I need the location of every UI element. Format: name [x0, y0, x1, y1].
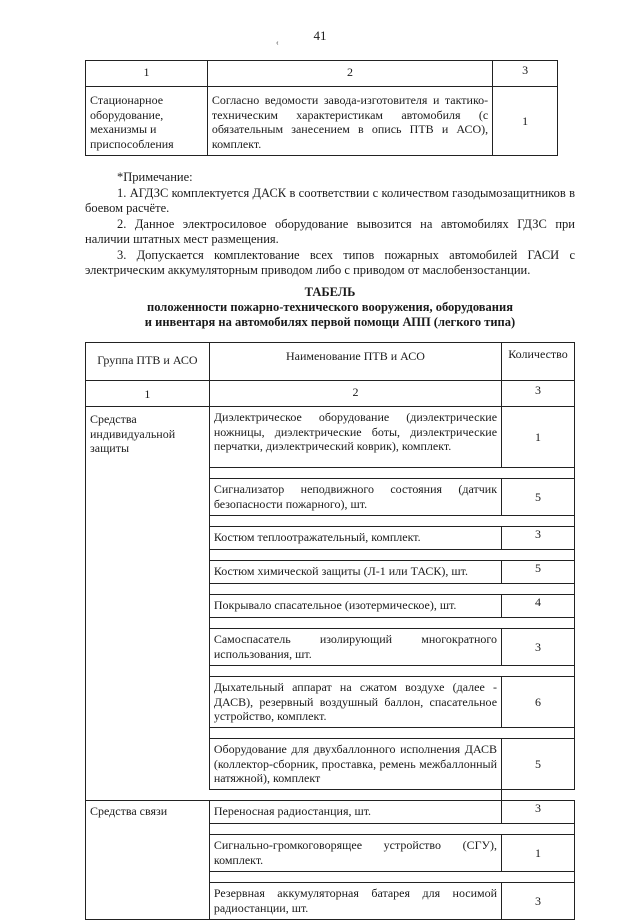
item-name-cell: Переносная радиостанция, шт. — [209, 801, 501, 824]
quantity-cell: 3 — [502, 527, 575, 550]
item-name-cell: Диэлектрическое оборудование (диэлектрические ножницы, диэлектрические боты, диэлектрические перчатки, диэлектрический коврик), комплект. — [209, 407, 501, 468]
page-number: 41 — [313, 28, 327, 43]
table-header-row — [86, 343, 575, 381]
title-line: и инвентаря на автомобилях первой помощи АПП (легкого типа) — [144, 315, 516, 329]
item-name-cell: Сигнализатор неподвижного состояния (датчик безопасности пожарного), шт. — [209, 479, 501, 516]
quantity-cell: 5 — [502, 479, 575, 516]
column-number: 3 — [502, 381, 575, 407]
group-name: Средства индивидуальной защиты — [90, 412, 176, 455]
row-gap — [86, 790, 575, 801]
column-number: 1 — [86, 381, 210, 407]
quantity-cell: 5 — [502, 561, 575, 584]
item-name-cell: Сигнально-громкоговорящее устройство (СГУ), комплект. — [209, 835, 501, 872]
equipment-table-continued — [85, 60, 558, 156]
note-item: 3. Допускается комплектование всех типов пожарных автомобилей ГАСИ с электрическим аккумуляторным приводом либо с приводом от маслобензостанции. — [85, 247, 575, 277]
table-row — [86, 407, 575, 468]
quantity-cell: 3 — [502, 883, 575, 920]
notes-heading: *Примечание: — [117, 170, 193, 184]
quantity-cell: 6 — [502, 677, 575, 728]
quantity-cell: 1 — [502, 835, 575, 872]
quantity-cell: 1 — [493, 87, 558, 156]
group-cell: Стационарное оборудование, механизмы и приспособления — [86, 87, 208, 156]
item-name-cell: Костюм теплоотражательный, комплект. — [209, 527, 501, 550]
quantity-cell: 1 — [502, 407, 575, 468]
page-mark: ՙ — [276, 41, 280, 53]
item-name-cell: Согласно ведомости завода-изготовителя и тактико-техническим характеристикам автомобиля (с обязательным занесением в опись ПТВ и АСО), комплект. — [207, 87, 492, 156]
item-name-cell: Покрывало спасательное (изотермическое), шт. — [209, 595, 501, 618]
column-number: 3 — [493, 61, 558, 87]
group-name: Средства связи — [90, 804, 168, 818]
note-item: 2. Данное электросиловое оборудование вывозится на автомобилях ГДЗС при наличии штатных мест размещения. — [85, 216, 575, 246]
table-row — [86, 801, 575, 824]
group-cell — [86, 407, 210, 790]
item-name-cell: Дыхательный аппарат на сжатом воздухе (далее - ДАСВ), резервный воздушный баллон, спасательное устройство, комплект. — [209, 677, 501, 728]
title-main: ТАБЕЛЬ — [304, 285, 356, 299]
equipment-table — [85, 342, 575, 920]
column-header-group: Группа ПТВ и АСО — [86, 343, 210, 381]
quantity-cell: 3 — [502, 629, 575, 666]
notes-block — [85, 170, 575, 279]
table-header-row — [86, 61, 558, 87]
item-name-cell: Оборудование для двухбаллонного исполнения ДАСВ (коллектор-сборник, проставка, ремень межбаллонный натяжной), комплект — [209, 739, 501, 790]
quantity-cell: 4 — [502, 595, 575, 618]
item-name-cell: Костюм химической защиты (Л-1 или ТАСК), шт. — [209, 561, 501, 584]
item-name-cell: Самоспасатель изолирующий многократного использования, шт. — [209, 629, 501, 666]
quantity-cell: 3 — [502, 801, 575, 824]
column-number: 1 — [86, 61, 208, 87]
column-header-name: Наименование ПТВ и АСО — [209, 343, 501, 381]
item-name-cell: Резервная аккумуляторная батарея для носимой радиостанции, шт. — [209, 883, 501, 920]
column-header-quantity: Количество — [502, 343, 575, 381]
group-cell — [86, 801, 210, 920]
table-row — [86, 87, 558, 156]
title-line: положенности пожарно-технического вооружения, оборудования — [147, 300, 513, 314]
table-number-row — [86, 381, 575, 407]
column-number: 2 — [207, 61, 492, 87]
quantity-cell: 5 — [502, 739, 575, 790]
tabel-title — [85, 285, 575, 330]
column-number: 2 — [209, 381, 501, 407]
note-item: 1. АГДЗС комплектуется ДАСК в соответствии с количеством газодымозащитников в боевом расчёте. — [85, 185, 575, 215]
